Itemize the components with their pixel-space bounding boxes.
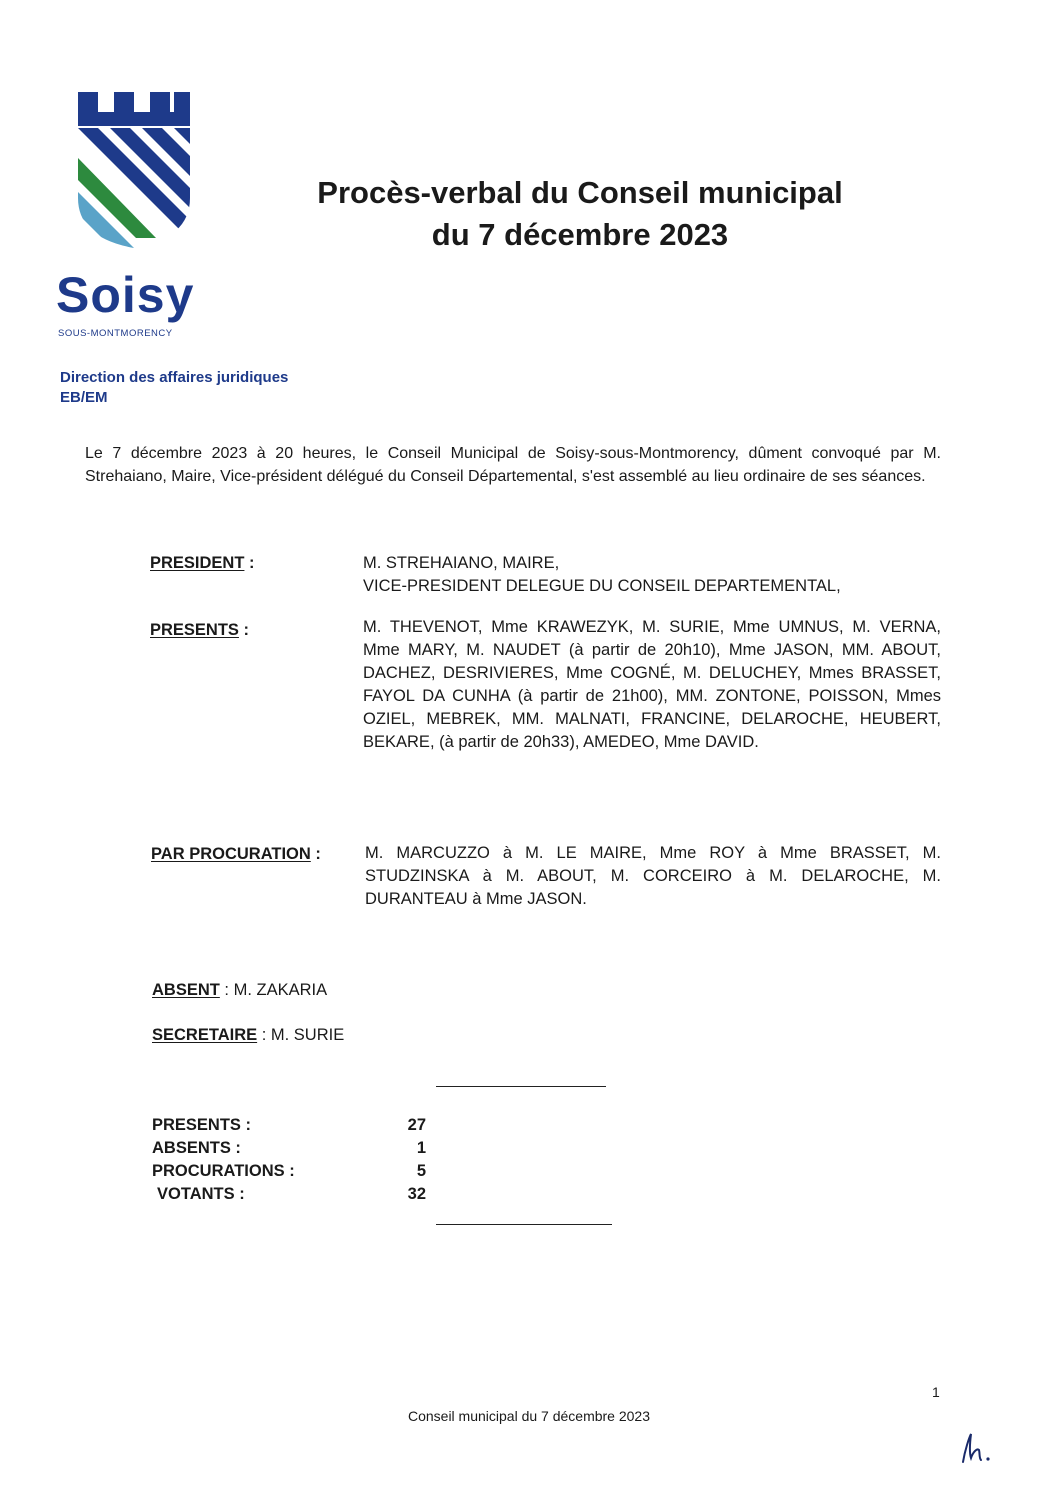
president-block bbox=[363, 552, 941, 598]
tally-row-procurations bbox=[152, 1160, 442, 1183]
presents-list: M. THEVENOT, Mme KRAWEZYK, M. SURIE, Mme UMNUS, M. VERNA, Mme MARY, M. NAUDET (à partir de 20h10), Mme JASON, MM. ABOUT, DACHEZ, DESRIVIERES, Mme COGNÉ, M. DELUCHEY, Mmes BRASSET, FAYOL DA CUNHA (à partir de 21h00), MM. ZONTONE, POISSON, Mmes OZIEL, MEBREK, MM. MALNATI, FRANCINE, DELAROCHE, HEUBERT, BEKARE, (à partir de 20h33), AMEDEO, Mme DAVID. bbox=[363, 618, 941, 751]
presents-label-text: PRESENTS bbox=[150, 621, 239, 639]
tally-value: 27 bbox=[407, 1116, 426, 1134]
procuration-list: M. MARCUZZO à M. LE MAIRE, Mme ROY à Mme BRASSET, M. STUDZINSKA à M. ABOUT, M. CORCEIRO à M. DELAROCHE, M. DURANTEAU à Mme JASON. bbox=[365, 844, 941, 908]
secretaire-label: SECRETAIRE bbox=[152, 1026, 258, 1044]
tally-label: PROCURATIONS : bbox=[152, 1162, 295, 1180]
procuration-label-text: PAR PROCURATION bbox=[151, 845, 311, 863]
vote-tally bbox=[152, 1114, 442, 1206]
secretaire-line: SECRETAIRE : M. SURIE bbox=[152, 1026, 345, 1044]
tally-row-absents bbox=[152, 1137, 442, 1160]
absent-line: ABSENT : M. ZAKARIA bbox=[152, 981, 328, 999]
absent-value: M. ZAKARIA bbox=[233, 981, 328, 999]
tally-label: ABSENTS : bbox=[152, 1139, 241, 1157]
tally-row-presents bbox=[152, 1114, 442, 1137]
president-name: M. STREHAIANO, MAIRE, bbox=[363, 554, 560, 572]
procuration-label: PAR PROCURATION : bbox=[151, 845, 321, 863]
tally-value: 1 bbox=[416, 1139, 426, 1157]
handwritten-initials bbox=[955, 1428, 995, 1473]
soisy-logo bbox=[56, 88, 216, 339]
separator-top bbox=[436, 1086, 606, 1087]
footer-text: Conseil municipal du 7 décembre 2023 bbox=[407, 1408, 651, 1424]
absent-label: ABSENT bbox=[152, 981, 220, 999]
separator-bottom bbox=[436, 1224, 612, 1225]
department-name: Direction des affaires juridiques bbox=[60, 369, 289, 386]
presents-label: PRESENTS : bbox=[150, 621, 250, 639]
tally-value: 32 bbox=[407, 1185, 426, 1203]
page-number: 1 bbox=[932, 1384, 940, 1400]
department-block bbox=[60, 368, 288, 408]
president-title: VICE-PRESIDENT DELEGUE DU CONSEIL DEPARTEMENTAL, bbox=[363, 577, 841, 595]
president-label: PRESIDENT : bbox=[150, 554, 255, 572]
secretaire-value: M. SURIE bbox=[270, 1026, 345, 1044]
department-ref: EB/EM bbox=[60, 389, 108, 406]
signature-initials-icon bbox=[955, 1428, 995, 1468]
tally-value: 5 bbox=[416, 1162, 426, 1180]
soisy-tower-shield-logo-icon bbox=[56, 88, 196, 248]
page-title bbox=[230, 172, 930, 256]
logo-subtitle: SOUS-MONTMORENCY bbox=[58, 328, 173, 339]
president-label-text: PRESIDENT bbox=[150, 554, 245, 572]
logo-name: Soisy bbox=[56, 267, 195, 323]
title-line-2: du 7 décembre 2023 bbox=[431, 217, 729, 252]
tally-label: VOTANTS : bbox=[157, 1185, 245, 1203]
tally-row-votants bbox=[152, 1183, 442, 1206]
intro-paragraph: Le 7 décembre 2023 à 20 heures, le Conseil Municipal de Soisy-sous-Montmorency, dûment convoqué par M. Strehaiano, Maire, Vice-président délégué du Conseil Départemental, s'est assemblé au lieu ordinaire de ses séances. bbox=[85, 445, 941, 485]
title-line-1: Procès-verbal du Conseil municipal bbox=[317, 175, 843, 210]
tally-label: PRESENTS : bbox=[152, 1116, 252, 1134]
